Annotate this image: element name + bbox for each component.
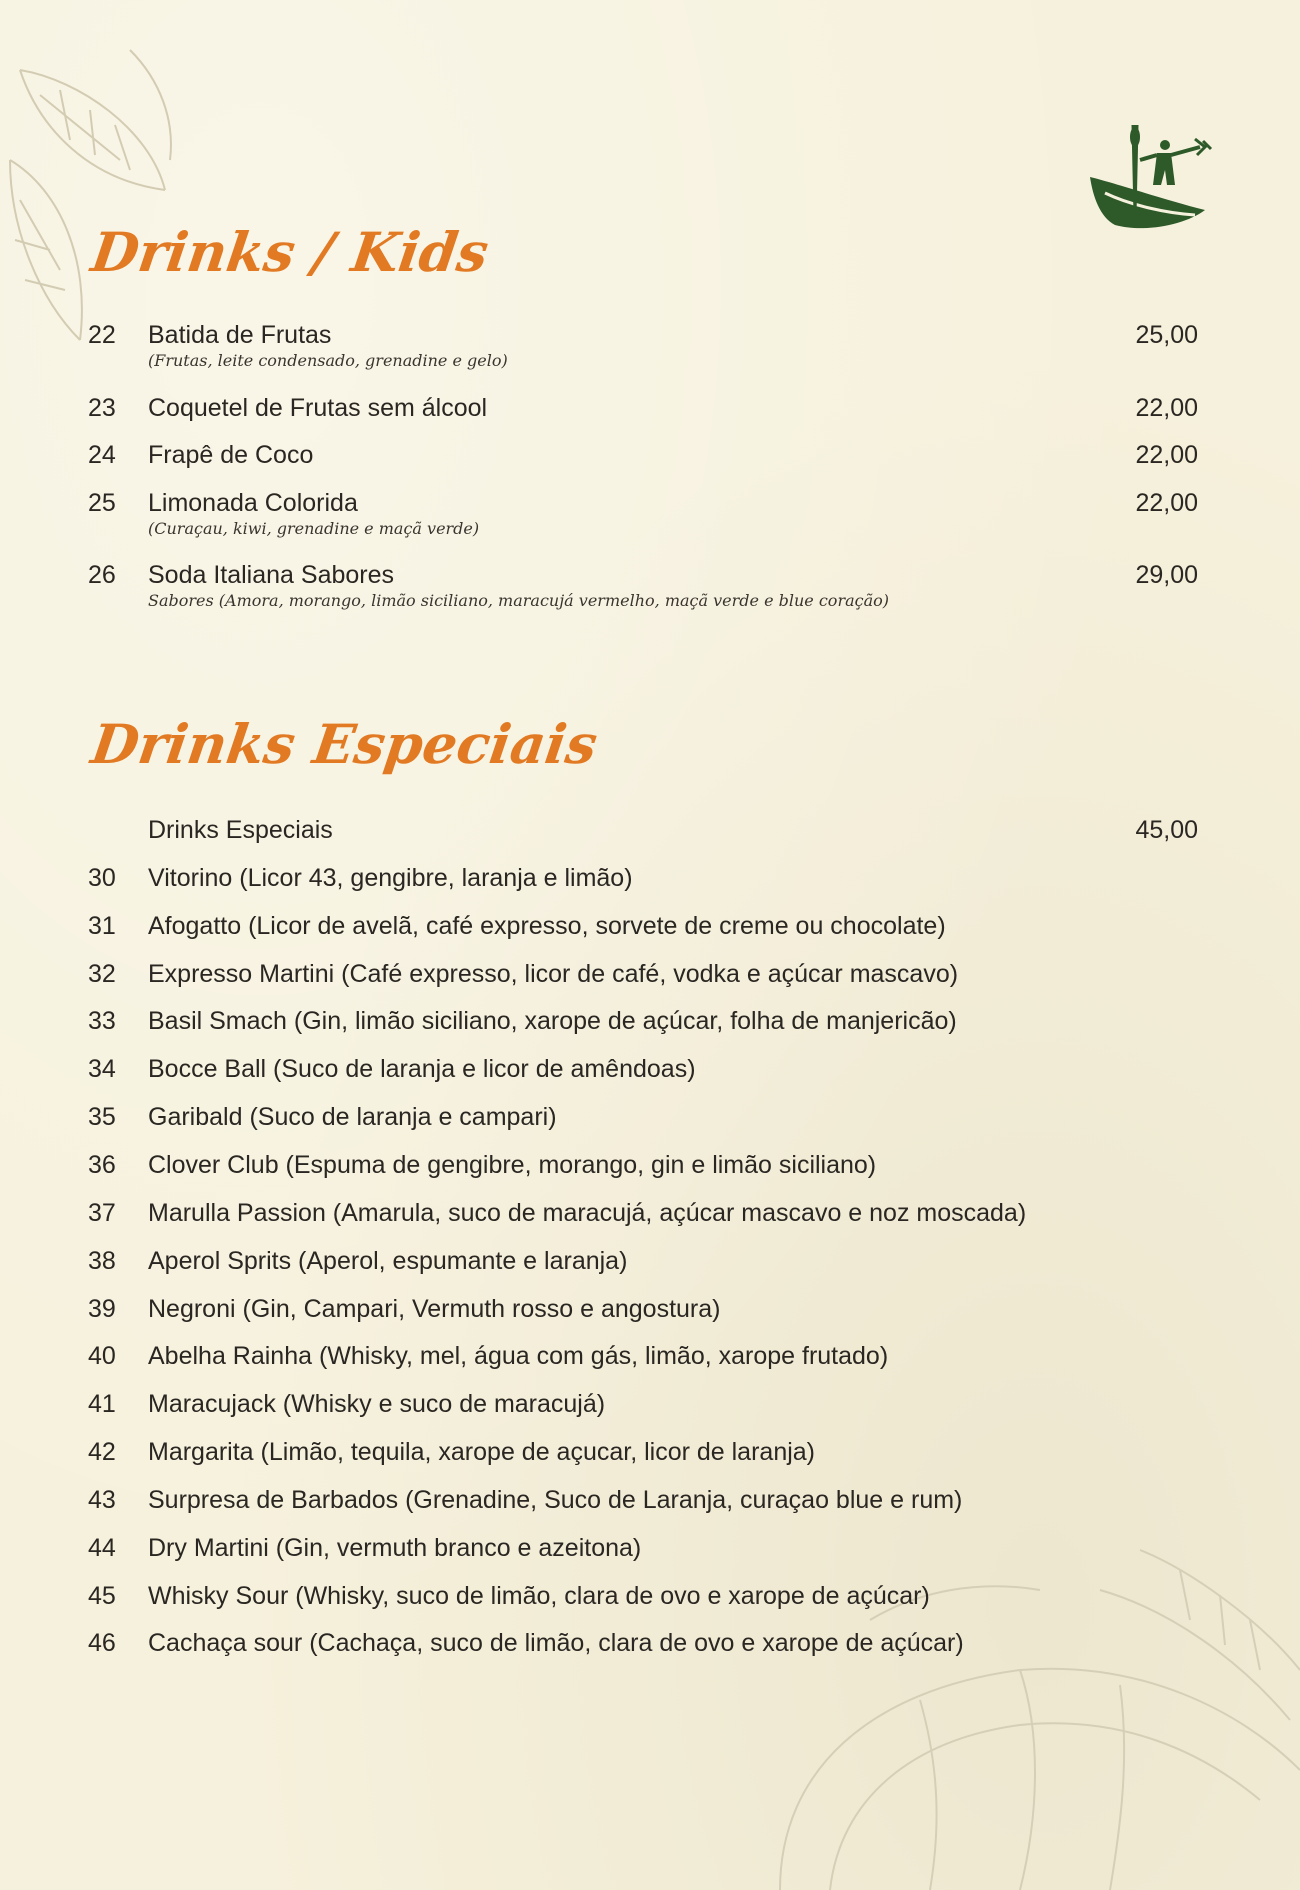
item-description: (Frutas, leite condensado, grenadine e gelo) [148, 351, 508, 370]
item-description: Sabores (Amora, morango, limão siciliano, maracujá vermelho, maçã verde e blue coração) [148, 591, 889, 610]
section-title-kids: Drinks / Kids [87, 220, 493, 284]
item-name: Vitorino (Licor 43, gengibre, laranja e limão) [148, 864, 633, 892]
item-name: Expresso Martini (Café expresso, licor de café, vodka e açúcar mascavo) [148, 960, 959, 988]
item-number: 39 [88, 1295, 116, 1323]
item-price: 22,00 [1135, 441, 1198, 469]
item-number: 31 [88, 912, 116, 940]
item-name: Drinks Especiais [148, 816, 333, 844]
item-name: Garibald (Suco de laranja e campari) [148, 1103, 557, 1131]
item-name: Whisky Sour (Whisky, suco de limão, clara de ovo e xarope de açúcar) [148, 1582, 930, 1610]
item-number: 46 [88, 1629, 116, 1657]
item-number: 24 [88, 441, 116, 469]
item-name: Maracujack (Whisky e suco de maracujá) [148, 1390, 606, 1418]
item-number: 41 [88, 1390, 116, 1418]
item-number: 23 [88, 394, 116, 422]
item-number: 34 [88, 1055, 116, 1083]
item-name: Aperol Sprits (Aperol, espumante e laranja) [148, 1247, 628, 1275]
item-name: Clover Club (Espuma de gengibre, morango, gin e limão siciliano) [148, 1151, 877, 1179]
item-number: 25 [88, 489, 116, 517]
item-price: 22,00 [1135, 394, 1198, 422]
item-name: Frapê de Coco [148, 441, 314, 469]
item-number: 42 [88, 1438, 116, 1466]
item-price: 29,00 [1135, 561, 1198, 589]
item-number: 37 [88, 1199, 116, 1227]
item-price: 25,00 [1135, 321, 1198, 349]
item-number: 44 [88, 1534, 116, 1562]
item-number: 45 [88, 1582, 116, 1610]
item-price: 22,00 [1135, 489, 1198, 517]
item-number: 40 [88, 1342, 116, 1370]
item-number: 22 [88, 321, 116, 349]
item-name: Bocce Ball (Suco de laranja e licor de amêndoas) [148, 1055, 696, 1083]
item-number: 38 [88, 1247, 116, 1275]
item-number: 43 [88, 1486, 116, 1514]
item-number: 26 [88, 561, 116, 589]
item-name: Dry Martini (Gin, vermuth branco e azeitona) [148, 1534, 642, 1562]
item-number: 36 [88, 1151, 116, 1179]
item-name: Soda Italiana Sabores [148, 561, 395, 589]
item-number: 33 [88, 1007, 116, 1035]
boatman-logo-icon [1085, 125, 1215, 235]
item-number: 30 [88, 864, 116, 892]
item-name: Coquetel de Frutas sem álcool [148, 394, 488, 422]
item-name: Batida de Frutas [148, 321, 332, 349]
item-name: Surpresa de Barbados (Grenadine, Suco de Laranja, curaçao blue e rum) [148, 1486, 963, 1514]
item-name: Abelha Rainha (Whisky, mel, água com gás, limão, xarope frutado) [148, 1342, 889, 1370]
item-name: Afogatto (Licor de avelã, café expresso, sorvete de creme ou chocolate) [148, 912, 946, 940]
item-description: (Curaçau, kiwi, grenadine e maçã verde) [148, 519, 480, 538]
item-price: 45,00 [1135, 816, 1198, 844]
item-name: Marulla Passion (Amarula, suco de maracujá, açúcar mascavo e noz moscada) [148, 1199, 1027, 1227]
item-number: 35 [88, 1103, 116, 1131]
item-number: 32 [88, 960, 116, 988]
item-name: Limonada Colorida [148, 489, 358, 517]
section-title-especiais: Drinks Especiais [87, 712, 602, 776]
item-name: Basil Smach (Gin, limão siciliano, xarope de açúcar, folha de manjericão) [148, 1007, 957, 1035]
item-name: Negroni (Gin, Campari, Vermuth rosso e angostura) [148, 1295, 721, 1323]
item-name: Cachaça sour (Cachaça, suco de limão, clara de ovo e xarope de açúcar) [148, 1629, 964, 1657]
item-name: Margarita (Limão, tequila, xarope de açucar, licor de laranja) [148, 1438, 816, 1466]
